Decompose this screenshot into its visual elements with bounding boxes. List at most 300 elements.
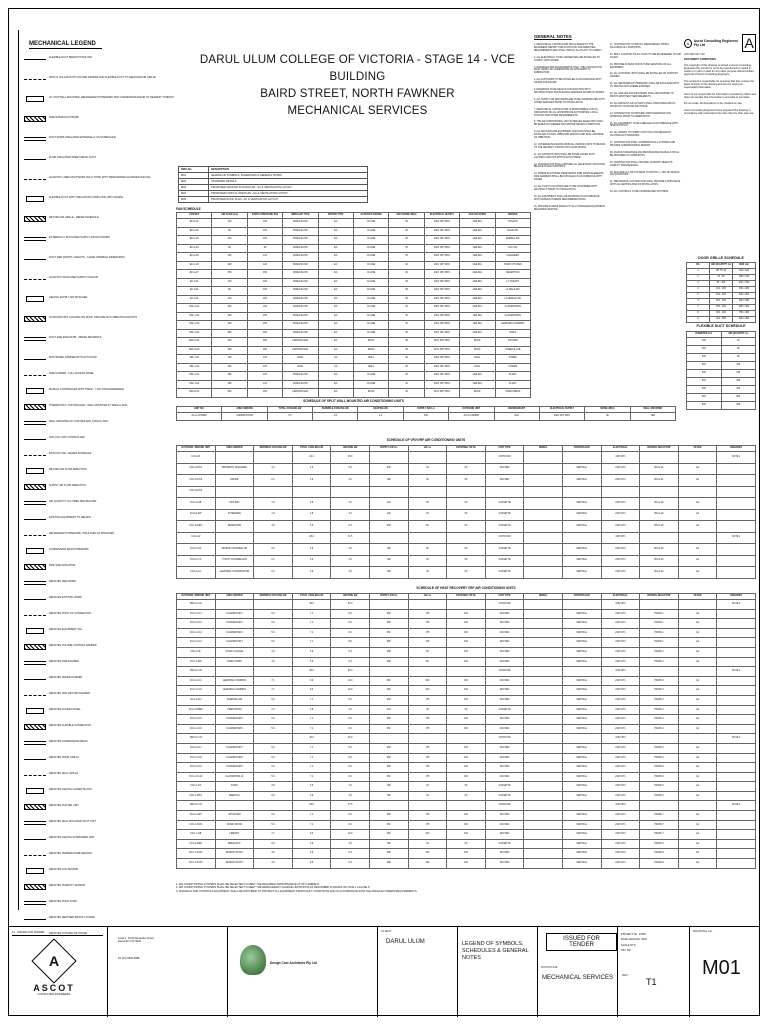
table-cell: 415V 3Ph	[601, 801, 640, 811]
table-cell: FCU-1-SW	[177, 657, 216, 667]
table-cell: 100	[247, 295, 282, 304]
table-cell: 40	[408, 463, 447, 475]
column-header: ELECTRICAL SUPPLY	[424, 213, 459, 219]
legend-item	[24, 884, 174, 890]
column-header: OUTDOOR / INDOOR UNIT	[177, 446, 216, 452]
table-cell: 8.0	[331, 695, 370, 705]
table-cell: 201 - 250	[710, 299, 733, 305]
hr-row	[177, 628, 756, 638]
legend-symbol-icon	[24, 756, 46, 762]
table-cell: G4	[678, 715, 717, 725]
table-cell: 5.6	[292, 859, 331, 869]
legend-item	[24, 900, 174, 906]
table-cell: 2.8	[313, 413, 358, 421]
table-cell: 8.0	[331, 638, 370, 648]
table-cell: G4	[678, 463, 717, 475]
legend-item-text: DENOTES CONDENSATE DRAIN	[49, 740, 88, 743]
table-cell: 280	[369, 849, 408, 859]
table-cell: 100	[247, 287, 282, 296]
table-cell: NOTE 2	[717, 801, 756, 811]
table-cell	[524, 498, 563, 510]
table-cell: 151 - 200	[710, 293, 733, 299]
column-header: MODEL	[524, 594, 563, 600]
legend-item-text: AIR QUANTITY IN LITRES PER SECOND	[49, 500, 97, 503]
table-cell: 8.0	[331, 772, 370, 782]
table-cell: 4.0	[331, 839, 370, 849]
table-cell: CASSETTE	[485, 791, 524, 801]
flex-duct-row	[687, 378, 756, 386]
table-cell	[524, 486, 563, 498]
table-cell: 300	[721, 378, 756, 386]
table-cell	[524, 782, 563, 792]
legend-symbol-icon	[24, 216, 46, 222]
table-cell	[524, 667, 563, 677]
date: JANUARY 2019	[628, 938, 647, 942]
table-cell	[717, 839, 756, 849]
table-cell: 750 x 300	[733, 311, 756, 317]
table-cell: 6.3	[331, 849, 370, 859]
legend-item	[24, 452, 174, 458]
table-cell: 40	[389, 355, 424, 364]
fan-row	[177, 236, 531, 245]
table-cell	[717, 555, 756, 567]
table-cell	[640, 667, 679, 677]
table-cell: TOILETS	[495, 219, 530, 228]
general-note: 29. CONTRACTOR SHALL PROVIDE 12 MONTH DEFECTS LIABILITY MAINTENANCE.	[610, 161, 673, 167]
table-cell: 4.0	[331, 791, 370, 801]
column-header: AIR QUANTITY L/s	[721, 332, 756, 338]
table-cell: G4	[678, 753, 717, 763]
table-cell: 5.6	[254, 715, 293, 725]
table-cell	[254, 486, 293, 498]
table-cell: OAF-1-03	[177, 321, 212, 330]
table-cell: UP TO 40	[710, 269, 733, 275]
flex-duct-row	[687, 370, 756, 378]
table-cell: BS-G-01	[640, 463, 679, 475]
table-cell: 240V 1Ph	[601, 475, 640, 487]
table-cell: 240V 1Ph	[601, 676, 640, 686]
table-cell: FCU-1-LC2	[177, 686, 216, 696]
table-cell: CENTRAL	[562, 544, 601, 556]
table-cell: 240V 1Ph	[601, 753, 640, 763]
table-cell: ACC WC	[495, 244, 530, 253]
table-cell: LEGEND OF SYMBOLS, SCHEDULES & GENERAL NOTES	[209, 173, 368, 179]
table-cell: G4	[678, 772, 717, 782]
table-cell: CEILING	[460, 304, 495, 313]
legend-item-text: ACOUSTIC INSULATED SUPPLY PLENUM	[49, 276, 98, 279]
hr-row	[177, 705, 756, 715]
fan-row	[177, 219, 531, 228]
table-cell: 350	[369, 695, 408, 705]
legend-item	[24, 356, 174, 362]
hr-row	[177, 695, 756, 705]
table-cell: CENTRAL	[562, 753, 601, 763]
table-cell: CENTRAL	[562, 830, 601, 840]
legend-item-text: RETURN AIR GRILLE - REFER SCHEDULE	[49, 216, 99, 219]
legend-item-text: EXHAUST FAN - REFER SCHEDULE	[49, 452, 92, 455]
table-cell: STAFF	[495, 329, 530, 338]
table-cell: 300	[212, 321, 247, 330]
legend-item	[24, 836, 174, 842]
table-cell: MIXED FLOW	[283, 278, 318, 287]
table-cell: 3.6	[292, 782, 331, 792]
legend-item	[24, 136, 174, 142]
table-cell: 7.1	[292, 820, 331, 830]
legend-symbol-icon	[24, 612, 46, 618]
legend-symbol-icon	[24, 236, 46, 242]
legend-symbol-icon	[24, 372, 46, 378]
legend-symbol-icon	[24, 276, 46, 282]
architect-block	[228, 927, 378, 1017]
legend-item-text: DENOTES VOLUME CONTROL DAMPER	[49, 644, 97, 647]
table-cell: 175	[408, 772, 447, 782]
table-cell: CEILING	[460, 329, 495, 338]
table-cell: M02	[179, 179, 209, 185]
table-cell	[678, 486, 717, 498]
table-cell: 8.0	[331, 628, 370, 638]
table-cell: DUCTED	[485, 676, 524, 686]
table-cell: FCU-1-CL7	[177, 743, 216, 753]
table-cell: 100	[447, 830, 486, 840]
table-cell	[524, 791, 563, 801]
table-cell: 2.8	[292, 498, 331, 510]
table-cell	[254, 801, 293, 811]
table-cell: 3.6	[292, 555, 331, 567]
table-cell	[215, 600, 254, 610]
table-cell: 100	[408, 859, 447, 869]
table-cell: HR-BS-1	[640, 619, 679, 629]
revision-value: T1	[646, 977, 657, 987]
table-cell: HR-BS-4	[640, 715, 679, 725]
table-cell: CENTRAL	[562, 859, 601, 869]
table-cell: 140	[369, 498, 408, 510]
table-cell: G4	[678, 521, 717, 533]
legend-symbol-icon	[24, 596, 46, 602]
table-cell: 10.0	[331, 676, 370, 686]
table-cell: 140	[369, 509, 408, 521]
legend-item-text: AC UNIT WALL MOUNTED, REFRIGERANT PIPEWORK AND CONDENSATE DRAIN TO NEAREST TUNDISH	[49, 96, 174, 99]
table-cell: NOTE 2	[717, 600, 756, 610]
table-cell: 350	[369, 715, 408, 725]
table-cell: TEF-1-02	[177, 363, 212, 372]
general-note: 17. CONTRACTOR TO INSTALL REFRIGERANT PIPING INCLUDING ALL SUPPORTS.	[610, 44, 669, 49]
table-cell: 50	[447, 463, 486, 475]
table-cell: 175	[408, 695, 447, 705]
column-header: UNIT TYPE	[485, 594, 524, 600]
table-cell	[717, 724, 756, 734]
table-cell	[215, 486, 254, 498]
table-cell: 6.3	[331, 647, 370, 657]
table-cell: CEILING	[460, 261, 495, 270]
table-cell: HR-BS-3	[640, 686, 679, 696]
table-cell: 50	[447, 705, 486, 715]
table-cell: IN LINE	[353, 372, 388, 381]
table-cell: CENTRAL	[562, 555, 601, 567]
table-cell	[717, 567, 756, 579]
table-cell: PLANT	[495, 372, 530, 381]
engineer-subtitle: CONSULTING ENGINEERS	[37, 993, 71, 996]
legend-symbol-icon	[24, 468, 46, 474]
table-cell: 175	[408, 609, 447, 619]
table-cell: DUCTED	[485, 657, 524, 667]
table-cell: DUCTED	[485, 724, 524, 734]
general-note: 14. ALL PLANT LOCATIONS ARE TO BE CONFIRMED WITH ARCHITECT PRIOR TO INSTALLATION.	[534, 186, 598, 191]
general-notes-title: GENERAL NOTES	[534, 34, 572, 39]
table-cell: 175	[408, 743, 447, 753]
legend-symbol-icon	[24, 484, 46, 490]
table-cell: OUTDOOR	[485, 452, 524, 464]
general-notes-column-2	[610, 44, 682, 198]
table-cell: SSF-1-02	[177, 380, 212, 389]
legend-item-text: DENOTES WALL MOUNTED SPLIT UNIT	[49, 820, 96, 823]
project-no-label: PROJECT No.	[621, 933, 638, 936]
revision-code: T1	[12, 931, 16, 934]
table-cell: 250	[687, 362, 722, 370]
table-cell: 350	[369, 763, 408, 773]
table-cell: IN LINE	[353, 253, 388, 262]
table-cell: 50	[721, 346, 756, 354]
table-cell: HR-BS-3	[640, 676, 679, 686]
table-cell	[717, 544, 756, 556]
table-cell: CENTRAL	[562, 724, 601, 734]
table-cell: WALL	[353, 355, 388, 364]
legend-item	[24, 564, 174, 570]
table-cell: MIXED FLOW	[283, 372, 318, 381]
legend-item	[24, 500, 174, 506]
table-cell: CENTRAL	[562, 782, 601, 792]
table-cell: 2.2	[254, 555, 293, 567]
table-cell	[562, 667, 601, 677]
legend-item-text: DENOTES CEILING SUSPENDED UNIT	[49, 836, 95, 839]
table-cell: 240V 1Ph 50Hz	[424, 372, 459, 381]
legend-item-text: DUCT SIZE (WIDTH x HEIGHT) - CLEAR INTERNAL DIMENSIONS	[49, 256, 125, 259]
table-cell: 450 x 200	[733, 287, 756, 293]
table-cell: 180	[369, 839, 408, 849]
table-cell: 251 - 300	[710, 305, 733, 311]
table-cell: 100	[447, 695, 486, 705]
table-cell: 40	[389, 270, 424, 279]
doc-conditions-text-2: The recipient is responsible for ensuring that they receive the latest revision of this drawing and are not relying on superseded information.	[684, 79, 755, 90]
table-cell: ROOF	[353, 346, 388, 355]
table-cell: EC	[318, 287, 353, 296]
fan-row	[177, 287, 531, 296]
table-cell: OFFICE	[215, 475, 254, 487]
table-cell: EF-G-02	[177, 227, 212, 236]
table-cell: SCIENCE LAB	[495, 346, 530, 355]
table-cell	[524, 638, 563, 648]
table-cell: 401 - 500	[710, 317, 733, 323]
table-cell: CENTRAL	[562, 619, 601, 629]
column-header: MODEL	[524, 446, 563, 452]
table-cell: 3.5	[267, 413, 312, 421]
general-note: 2. ALL ELECTRICAL TO BE CONNECTED AND INSTALLED TO COMPLY WITH AS3000.	[534, 56, 600, 62]
table-cell: SSF-R-01	[177, 389, 212, 398]
table-cell: 240V 1Ph	[601, 619, 640, 629]
legend-symbol-icon	[24, 884, 46, 890]
fan-row	[177, 329, 531, 338]
table-cell: CENTRAL	[562, 705, 601, 715]
vrf-schedule-table	[176, 445, 756, 579]
general-note: 19. PROVIDE ACCESS FOR FUTURE SERVICING OF ALL EQUIPMENT.	[610, 63, 672, 69]
table-cell: HR-BS-5	[640, 763, 679, 773]
table-cell: PROPERTY MANAGER	[215, 463, 254, 475]
general-note: 3. DRAWINGS ARE DIAGRAMMATIC ONLY. THE CONTRACTOR MUST VERIFY ALL DIMENSIONS ON SITE PRIOR TO FABRICATION.	[534, 66, 602, 75]
table-cell: 5.6	[254, 820, 293, 830]
table-cell: FCU-G-LC	[177, 567, 216, 579]
table-cell: CU-G-01	[177, 452, 216, 464]
column-header: CONTROLLER	[562, 446, 601, 452]
table-cell: IN LINE	[353, 304, 388, 313]
column-header: UNIT TYPE	[485, 446, 524, 452]
table-cell: 30	[408, 475, 447, 487]
table-cell	[447, 600, 486, 610]
table-cell: 2.8	[254, 782, 293, 792]
table-cell: 50.0	[331, 600, 370, 610]
hr-row	[177, 724, 756, 734]
table-cell	[524, 647, 563, 657]
table-cell: RECEPTION	[215, 521, 254, 533]
column-header: AIR QUANTITY L/s	[710, 263, 733, 269]
table-cell: 120	[212, 295, 247, 304]
table-cell: FCU-G-SB	[177, 498, 216, 510]
checked-by: KM	[626, 948, 631, 952]
general-note: 21. ALL REFRIGERANT PIPEWORK SHALL BE INSULATED WITH UV PROTECTION WHERE EXPOSED.	[610, 83, 680, 89]
table-cell	[485, 486, 524, 498]
legend-item	[24, 256, 174, 262]
engineer-logo	[26, 945, 82, 996]
table-cell: 7.1	[292, 715, 331, 725]
legend-item	[24, 236, 174, 242]
table-cell	[717, 619, 756, 629]
table-cell: CLEANERS	[495, 253, 530, 262]
table-cell: 250	[212, 270, 247, 279]
general-note: 26. ALL WORKS TO COMPLY WITH NCC AND RELEVANT AUSTRALIAN STANDARDS.	[610, 132, 671, 138]
table-cell: 45.0	[292, 600, 331, 610]
table-cell: CENTRAL	[562, 791, 601, 801]
table-cell: 240V 1Ph	[601, 638, 640, 648]
table-cell: 400	[687, 386, 722, 394]
table-cell: 40	[408, 791, 447, 801]
legend-item-text: RETURN AIR FLOW DIRECTION	[49, 468, 87, 471]
fan-row	[177, 346, 531, 355]
table-cell: 250	[212, 329, 247, 338]
table-cell: HR-BS-3	[640, 695, 679, 705]
table-cell: CASSETTE	[485, 839, 524, 849]
table-cell: EF-G-05	[177, 253, 212, 262]
table-cell	[524, 657, 563, 667]
table-cell: G4	[678, 705, 717, 715]
table-cell: G4	[678, 820, 717, 830]
table-cell: 100	[447, 647, 486, 657]
table-cell: 160	[369, 475, 408, 487]
table-cell: 7.1	[292, 638, 331, 648]
table-cell: IN LINE	[353, 261, 388, 270]
table-cell: 200	[369, 463, 408, 475]
table-cell: SCIENCE LAB	[215, 695, 254, 705]
legend-symbol-icon	[24, 196, 46, 202]
general-note: 15. ALL EQUIPMENT SHALL BE MOUNTED IN ACCORDANCE WITH MANUFACTURERS RECOMMENDATIONS.	[534, 195, 600, 201]
table-cell: 200	[408, 676, 447, 686]
table-cell: HR-BS-2	[640, 647, 679, 657]
table-cell: 37.5	[331, 801, 370, 811]
drawing-title-1: LEGEND OF SYMBOLS,	[462, 941, 524, 947]
table-cell: 7.1	[292, 772, 331, 782]
table-cell: 40	[389, 380, 424, 389]
table-cell: CENTRAL	[562, 638, 601, 648]
table-cell	[215, 452, 254, 464]
column-header: ELECTRICAL	[601, 446, 640, 452]
fan-schedule-title: FAN SCHEDULE	[176, 207, 201, 211]
legend-item	[24, 868, 174, 874]
general-note: 13. WHERE DUCTWORK PENETRATES FIRE RATED ELEMENTS, FIRE DAMPERS SHALL BE INSTALLED IN ACCORDANCE WITH AS1682.	[534, 173, 605, 182]
legend-symbol-icon	[24, 436, 46, 442]
table-cell: FCU-1-MTG	[177, 791, 216, 801]
column-header: REMARKS	[717, 446, 756, 452]
table-cell: G4	[678, 724, 717, 734]
table-cell: 240V 1Ph 50Hz	[424, 304, 459, 313]
table-cell: CEILING	[460, 227, 495, 236]
table-cell: 5.0	[331, 463, 370, 475]
table-cell: G4	[678, 555, 717, 567]
table-cell	[717, 498, 756, 510]
legend-item-text: DENOTES EXISTING WORK	[49, 596, 82, 599]
table-cell: 100	[447, 763, 486, 773]
table-cell: MUSIC ROOM	[215, 820, 254, 830]
table-cell: OUTDOOR	[485, 667, 524, 677]
table-cell: OAF-1-01	[177, 304, 212, 313]
table-cell: 60	[212, 244, 247, 253]
table-cell: G4	[678, 676, 717, 686]
table-cell: 415V 3Ph 50Hz	[424, 346, 459, 355]
table-cell	[524, 839, 563, 849]
revision-label: REV	[622, 973, 629, 977]
hr-schedule-table	[176, 593, 756, 869]
table-cell	[601, 486, 640, 498]
column-header: MOTOR TYPE	[318, 213, 353, 219]
table-cell: PROPOSED ROOF PLAN - AC & VENTILATION LAYOUT	[209, 197, 368, 203]
table-cell: 450	[369, 830, 408, 840]
fan-row	[177, 270, 531, 279]
column-header: UNIT NO.	[177, 407, 222, 413]
table-cell: EC	[318, 295, 353, 304]
table-cell: IN LINE	[353, 380, 388, 389]
general-note: 32. ALL CONTROLS TO BE COORDINATED WITH BMS.	[610, 191, 669, 194]
table-cell: 35	[389, 295, 424, 304]
table-cell: FCU-G-PO2	[177, 475, 216, 487]
table-cell: EF-1-01	[177, 278, 212, 287]
flex-duct-row	[687, 386, 756, 394]
table-cell: 101 - 150	[710, 287, 733, 293]
general-note: 20. ALL OUTDOOR UNITS SHALL BE INSTALLED ON SUPPORT FRAMES.	[610, 73, 678, 79]
table-cell: INTERVIEW	[215, 509, 254, 521]
table-cell	[640, 532, 679, 544]
table-cell: 8.0	[331, 811, 370, 821]
general-note: 6. ALL SUPPLY AIR DIFFUSERS ARE TO BE COORDINATED WITH OTHER SERVICES PRIOR TO INSTALLATION.	[534, 98, 605, 104]
table-cell	[717, 657, 756, 667]
table-cell: FCU-1-SST1	[177, 849, 216, 859]
table-cell: 150	[403, 413, 448, 421]
column-header: WALL MOUNTED	[630, 407, 675, 413]
table-cell: 35	[389, 244, 424, 253]
table-cell: 8.0	[331, 753, 370, 763]
hr-row	[177, 820, 756, 830]
table-cell: 4.0	[254, 849, 293, 859]
revision-table	[12, 931, 103, 936]
table-cell: 240V 1Ph	[601, 715, 640, 725]
legend-symbol-icon	[24, 336, 46, 342]
table-cell	[717, 705, 756, 715]
table-cell: G4	[678, 657, 717, 667]
